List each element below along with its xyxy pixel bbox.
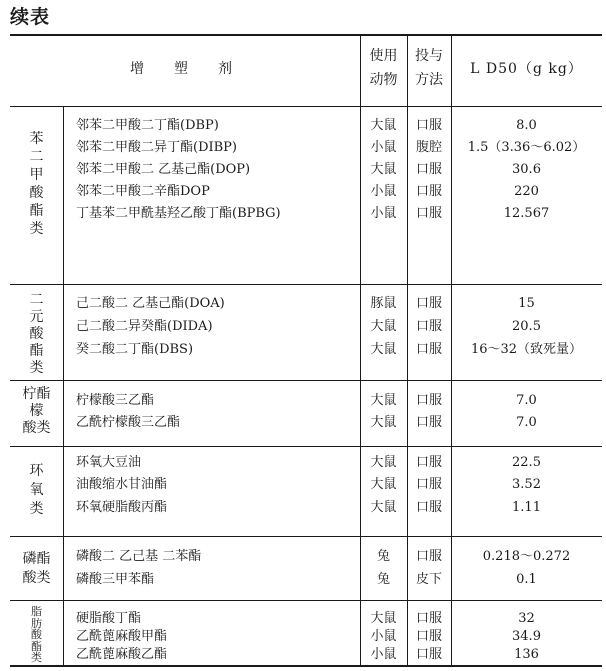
group-divider xyxy=(10,380,602,381)
ld50-cell: 34.9 xyxy=(512,629,541,644)
plasticizer-name: 磷酸二 乙己基 二苯酯 xyxy=(76,549,202,564)
header-bottom-rule xyxy=(10,106,602,107)
animal-cell: 大鼠 xyxy=(370,162,397,177)
plasticizer-name: 癸二酸二丁酯(DBS) xyxy=(76,342,194,357)
header-method-line2: 方法 xyxy=(415,72,443,88)
method-cell: 口服 xyxy=(415,455,442,470)
ld50-cell: 15 xyxy=(518,296,535,311)
ld50-cell: 7.0 xyxy=(516,415,537,430)
plasticizer-name: 乙酰蓖麻酸甲酯 xyxy=(76,629,168,644)
plasticizer-name: 环氧大豆油 xyxy=(76,455,142,470)
plasticizer-name: 己二酸二 乙基己酯(DOA) xyxy=(76,296,225,311)
table-bottom-rule xyxy=(10,665,602,667)
header-plasticizer: 增 塑 剂 xyxy=(130,61,240,77)
method-cell: 口服 xyxy=(415,319,442,334)
plasticizer-name: 邻苯二甲酸二丁酯(DBP) xyxy=(76,118,219,133)
animal-cell: 大鼠 xyxy=(370,415,397,430)
ld50-cell: 20.5 xyxy=(512,319,541,334)
animal-cell: 大鼠 xyxy=(370,611,397,626)
table-caption: 续表 xyxy=(10,6,51,28)
plasticizer-name: 环氧硬脂酸丙酯 xyxy=(76,500,168,515)
category-phthalates: 苯 二 甲 酸 酯 类 xyxy=(29,131,44,237)
header-ld50: L D50（g kg） xyxy=(470,61,583,77)
ld50-cell: 0.218～0.272 xyxy=(482,549,571,564)
ld50-cell: 220 xyxy=(514,184,539,199)
header-method xyxy=(407,44,451,92)
method-cell: 口服 xyxy=(415,206,442,221)
animal-cell: 兔 xyxy=(376,549,390,564)
method-cell: 口服 xyxy=(415,500,442,515)
category-fatty-acid-esters: 脂 肪 酸 酯 类 xyxy=(31,605,42,664)
ld50-cell: 136 xyxy=(514,647,539,662)
method-cell: 口服 xyxy=(415,549,442,564)
category-phosphates: 磷酯 酸类 xyxy=(22,551,51,586)
animal-cell: 小鼠 xyxy=(370,629,397,644)
animal-cell: 小鼠 xyxy=(370,206,397,221)
method-cell: 口服 xyxy=(415,393,442,408)
method-cell: 口服 xyxy=(415,415,442,430)
ld50-cell: 22.5 xyxy=(512,455,541,470)
ld50-cell: 3.52 xyxy=(512,477,541,492)
animal-cell: 大鼠 xyxy=(370,477,397,492)
animal-cell: 大鼠 xyxy=(370,342,397,357)
animal-cell: 小鼠 xyxy=(370,140,397,155)
plasticizer-name: 邻苯二甲酸二辛酯DOP xyxy=(76,184,210,199)
category-citrate-esters: 柠酯 檬 酸类 xyxy=(22,386,51,436)
ld50-cell: 30.6 xyxy=(512,162,541,177)
plasticizer-name: 柠檬酸三乙酯 xyxy=(76,393,155,408)
method-cell: 口服 xyxy=(415,647,442,662)
animal-cell: 大鼠 xyxy=(370,393,397,408)
plasticizer-name: 己二酸二异癸酯(DIDA) xyxy=(76,319,213,334)
method-cell: 口服 xyxy=(415,342,442,357)
plasticizer-name: 磷酸三甲苯酯 xyxy=(76,572,155,587)
method-cell: 口服 xyxy=(415,296,442,311)
ld50-cell: 16～32（致死量） xyxy=(470,342,583,357)
method-cell: 口服 xyxy=(415,184,442,199)
toxicity-table xyxy=(10,34,602,666)
ld50-cell: 12.567 xyxy=(503,206,550,221)
group-divider xyxy=(10,536,602,537)
animal-cell: 小鼠 xyxy=(370,647,397,662)
plasticizer-name: 乙酰柠檬酸三乙酯 xyxy=(76,415,181,430)
header-animal xyxy=(360,44,407,92)
animal-cell: 兔 xyxy=(376,572,390,587)
animal-cell: 大鼠 xyxy=(370,500,397,515)
group-divider xyxy=(10,284,602,285)
header-method-line1: 投与 xyxy=(415,48,443,64)
table-top-rule xyxy=(10,34,602,36)
method-cell: 腹腔 xyxy=(415,140,442,155)
method-cell: 口服 xyxy=(415,477,442,492)
animal-cell: 小鼠 xyxy=(370,184,397,199)
ld50-cell: 0.1 xyxy=(516,572,537,587)
category-epoxides: 环 氧 类 xyxy=(29,463,44,517)
header-animal-line1: 使用 xyxy=(369,48,398,64)
plasticizer-name: 油酸缩水甘油酯 xyxy=(76,477,168,492)
method-cell: 皮下 xyxy=(415,572,442,587)
ld50-cell: 8.0 xyxy=(516,118,537,133)
ld50-cell: 1.11 xyxy=(512,500,541,515)
animal-cell: 大鼠 xyxy=(370,118,397,133)
animal-cell: 豚鼠 xyxy=(370,296,397,311)
plasticizer-name: 邻苯二甲酸二 乙基己酯(DOP) xyxy=(76,162,251,177)
plasticizer-name: 硬脂酸丁酯 xyxy=(76,611,142,626)
method-cell: 口服 xyxy=(415,611,442,626)
ld50-cell: 1.5（3.36～6.02） xyxy=(467,140,586,155)
animal-cell: 大鼠 xyxy=(370,455,397,470)
method-cell: 口服 xyxy=(415,162,442,177)
plasticizer-name: 邻苯二甲酸二异丁酯(DIBP) xyxy=(76,140,238,155)
header-animal-line2: 动物 xyxy=(369,72,398,88)
method-cell: 口服 xyxy=(415,629,442,644)
plasticizer-name: 乙酰蓖麻酸乙酯 xyxy=(76,647,168,662)
category-dibasic-acid-esters: 二 元 酸 酯 类 xyxy=(29,292,44,376)
ld50-cell: 7.0 xyxy=(516,393,537,408)
method-cell: 口服 xyxy=(415,118,442,133)
animal-cell: 大鼠 xyxy=(370,319,397,334)
plasticizer-name: 丁基苯二甲酰基羟乙酸丁酯(BPBG) xyxy=(76,206,281,221)
ld50-cell: 32 xyxy=(518,611,535,626)
category-column-divider xyxy=(63,106,64,665)
group-divider xyxy=(10,446,602,447)
group-divider xyxy=(10,600,602,601)
